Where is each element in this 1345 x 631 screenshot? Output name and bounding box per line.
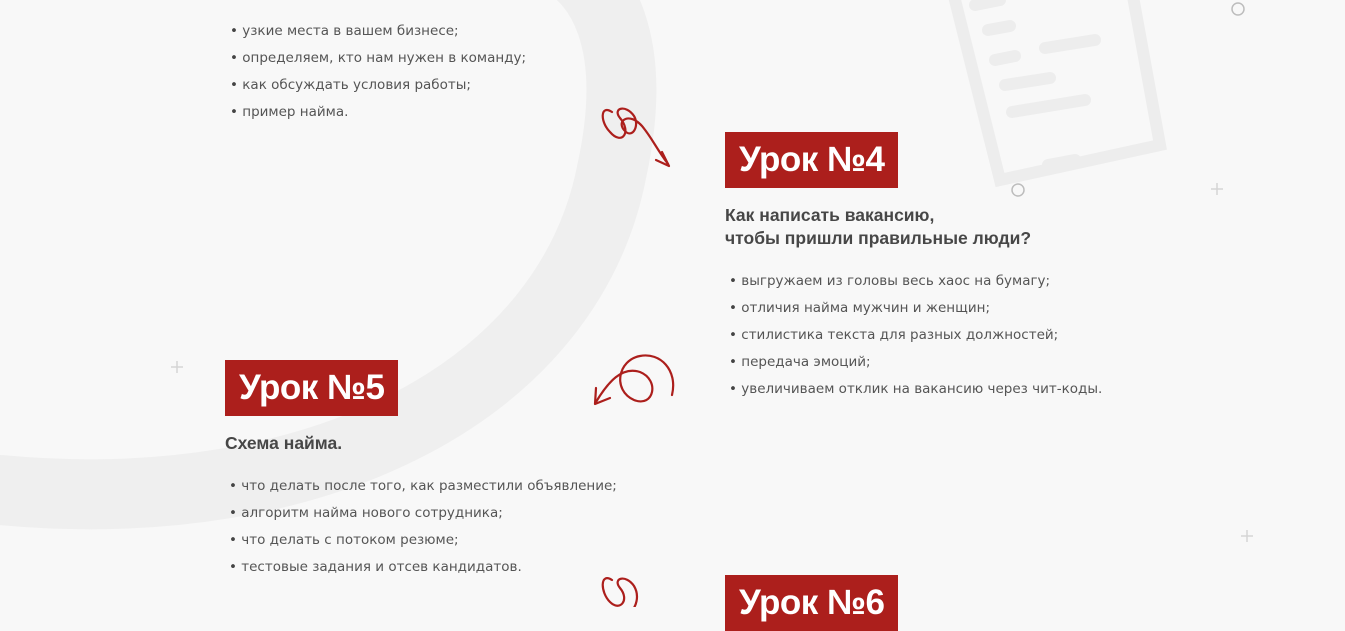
list-item: • что делать с потоком резюме; — [225, 527, 617, 554]
lesson-5-subtitle-line-1: Схема найма. — [225, 433, 343, 453]
list-item: • определяем, кто нам нужен в команду; — [226, 45, 526, 72]
lesson-4-subtitle-line-1: Как написать вакансию, — [725, 205, 935, 225]
lesson-4-bullet-list — [725, 268, 1102, 403]
lesson-4-subtitle — [725, 204, 1102, 250]
list-item: • как обсуждать условия работы; — [226, 72, 526, 99]
list-item: • выгружаем из головы весь хаос на бумагу; — [725, 268, 1102, 295]
lesson-6-badge: Урок №6 — [725, 575, 898, 631]
list-item: • отличия найма мужчин и женщин; — [725, 295, 1102, 322]
list-item: • передача эмоций; — [725, 349, 1102, 376]
list-item: • что делать после того, как разместили объявление; — [225, 473, 617, 500]
list-item: • пример найма. — [226, 99, 526, 126]
list-item: • увеличиваем отклик на вакансию через чит-коды. — [725, 376, 1102, 403]
curly-arrow-icon — [603, 578, 637, 607]
list-item: • тестовые задания и отсев кандидатов. — [225, 554, 617, 581]
list-item: • стилистика текста для разных должностей; — [725, 322, 1102, 349]
lesson-5-block — [225, 360, 617, 581]
lesson-4-block — [725, 132, 1102, 403]
lesson-5-badge: Урок №5 — [225, 360, 398, 416]
top-list-block — [226, 18, 526, 126]
lesson-4-badge: Урок №4 — [725, 132, 898, 188]
lesson-5-bullet-list — [225, 473, 617, 581]
lesson-5-subtitle — [225, 432, 617, 455]
lesson-4-subtitle-line-2: чтобы пришли правильные люди? — [725, 228, 1032, 248]
list-item: • узкие места в вашем бизнесе; — [226, 18, 526, 45]
circle-icon — [1232, 3, 1244, 15]
plus-icon — [1211, 183, 1223, 195]
lesson-6-block — [725, 575, 898, 631]
plus-icon — [1241, 530, 1253, 542]
top-bullet-list — [226, 18, 526, 126]
plus-icon — [171, 361, 183, 373]
list-item: • алгоритм найма нового сотрудника; — [225, 500, 617, 527]
